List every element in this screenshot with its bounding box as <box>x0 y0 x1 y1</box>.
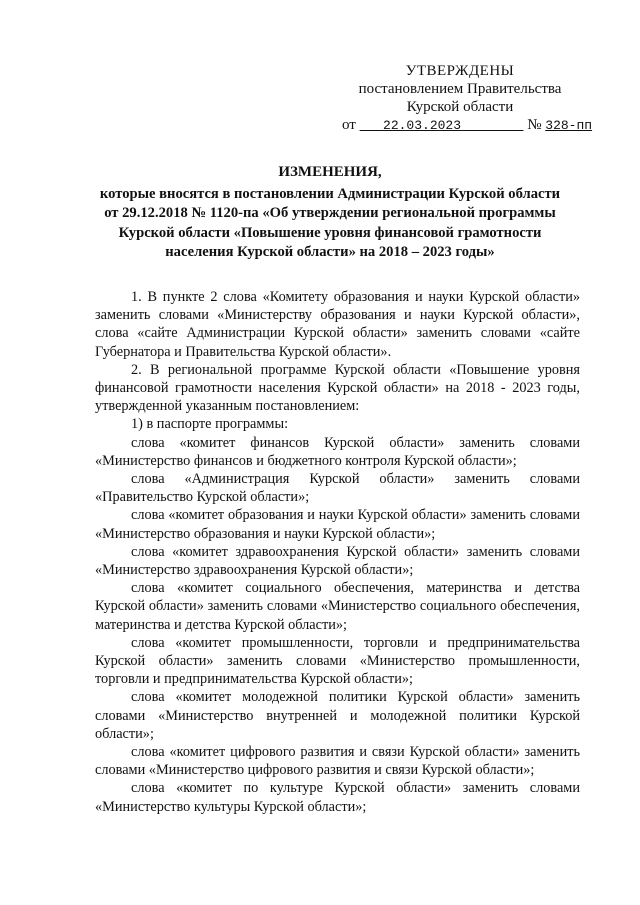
paragraph: 2. В региональной программе Курской области «Повышение уровня финансовой грамотности населения Курской области» на 2018 - 2023 годы, утвержденной указанным постановлением: <box>95 361 580 415</box>
paragraph: слова «комитет социального обеспечения, материнства и детства Курской области» заменить словами «Министерство социального обеспечения, материнства и детства Курской области»; <box>95 580 580 633</box>
approval-line-2: Курской области <box>406 99 514 115</box>
title-line: от 29.12.2018 № 1120-па «Об утверждении региональной программы <box>104 205 556 221</box>
approval-date: 22.03.2023 <box>383 118 462 133</box>
approval-number: 328-пп <box>545 118 593 133</box>
paragraph: слова «комитет здравоохранения Курской области» заменить словами «Министерство здравоохранения Курской области»; <box>95 543 580 579</box>
title-main: ИЗМЕНЕНИЯ, <box>278 164 382 180</box>
paragraph: слова «комитет финансов Курской области» заменить словами «Министерство финансов и бюджетного контроля Курской области»; <box>95 434 580 469</box>
date-prefix: от <box>342 117 356 133</box>
paragraph: слова «комитет цифрового развития и связи Курской области» заменить словами «Министерство цифрового развития и связи Курской области»; <box>95 744 580 779</box>
title-line: населения Курской области» на 2018 – 2023 годы» <box>165 244 495 260</box>
approval-line-1: постановлением Правительства <box>358 81 562 97</box>
approval-date-number <box>340 116 593 135</box>
paragraph: слова «комитет молодежной политики Курской области» заменить словами «Министерство внутренней и молодежной политики Курской области»; <box>95 689 580 742</box>
title-line: которые вносятся в постановлении Администрации Курской области <box>99 185 561 202</box>
title-line: Курской области «Повышение уровня финансовой грамотности <box>118 224 542 241</box>
number-prefix: № <box>527 117 542 133</box>
paragraph: 1) в паспорте программы: <box>131 416 289 433</box>
paragraph: слова «комитет промышленности, торговли и предпринимательства Курской области» заменить словами «Министерство промышленности, торговли и предпринимательства Курской области»; <box>95 634 580 688</box>
approval-block <box>340 62 593 135</box>
paragraph: 1. В пункте 2 слова «Комитету образования и науки Курской области» заменить словами «Министерству образования и науки Курской области», слова «сайте Администрации Курской области» заменить словами «сайте Губернатора и Правительства Курской области». <box>95 289 580 360</box>
document-body <box>95 288 580 816</box>
paragraph: слова «Администрация Курской области» заменить словами «Правительство Курской области»; <box>95 471 580 506</box>
document-title <box>90 163 570 263</box>
approval-heading: УТВЕРЖДЕНЫ <box>405 63 515 79</box>
paragraph: слова «комитет по культуре Курской области» заменить словами «Министерство культуры Курской области»; <box>95 780 580 815</box>
paragraph: слова «комитет образования и науки Курской области» заменить словами «Министерство образования и науки Курской области»; <box>95 507 580 542</box>
